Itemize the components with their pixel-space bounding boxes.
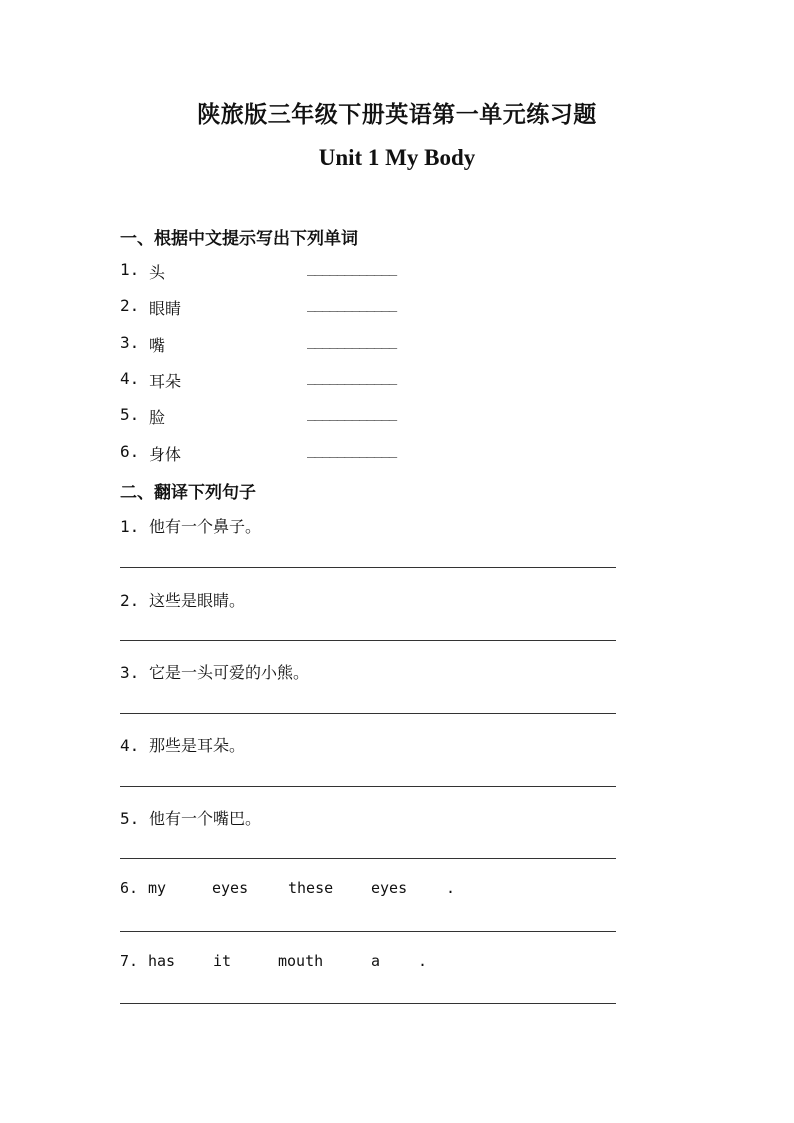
section-2-heading: 二、翻译下列句子 (120, 483, 256, 503)
answer-line[interactable] (120, 858, 616, 859)
translate-item-5 (120, 806, 261, 829)
answer-line[interactable] (120, 931, 616, 932)
sentence-text: 他有一个嘴巴。 (149, 809, 262, 828)
translate-item-1 (120, 514, 261, 537)
chinese-prompt: 耳朵 (149, 372, 182, 391)
answer-blank[interactable]: ____________ (307, 296, 397, 312)
answer-line[interactable] (120, 786, 616, 787)
word-item-4 (120, 369, 450, 393)
translate-item-2 (120, 588, 245, 611)
item-number: 2. (120, 296, 140, 315)
scramble-item-6 (120, 879, 520, 899)
answer-blank[interactable]: ____________ (307, 369, 397, 385)
item-number: 2. (120, 591, 140, 610)
item-number: 4. (120, 736, 140, 755)
sentence-text: 他有一个鼻子。 (149, 517, 262, 536)
chinese-prompt: 眼睛 (149, 299, 182, 318)
scrambled-word: eyes (212, 879, 249, 897)
scrambled-word: has (148, 952, 176, 970)
scrambled-word: it (213, 952, 232, 970)
word-item-5 (120, 405, 450, 429)
scrambled-word: a (371, 952, 381, 970)
scrambled-word: these (288, 879, 334, 897)
item-number: 4. (120, 369, 140, 388)
word-item-3 (120, 333, 450, 357)
item-number: 6. (120, 442, 140, 461)
scrambled-word: mouth (278, 952, 324, 970)
word-item-1 (120, 260, 450, 284)
answer-line[interactable] (120, 1003, 616, 1004)
answer-line[interactable] (120, 713, 616, 714)
chinese-prompt: 脸 (149, 408, 166, 427)
item-number: 5. (120, 809, 140, 828)
item-number: 6. (120, 879, 139, 897)
scrambled-word: my (148, 879, 167, 897)
word-item-6 (120, 442, 450, 466)
answer-line[interactable] (120, 567, 616, 568)
sentence-text: 这些是眼睛。 (149, 591, 246, 610)
scramble-item-7 (120, 952, 520, 972)
sentence-text: 它是一头可爱的小熊。 (149, 663, 310, 682)
translate-item-4 (120, 733, 245, 756)
answer-blank[interactable]: ____________ (307, 442, 397, 458)
scrambled-word: eyes (371, 879, 408, 897)
translate-item-3 (120, 660, 309, 683)
item-number: 3. (120, 663, 140, 682)
item-number: 1. (120, 517, 140, 536)
answer-blank[interactable]: ____________ (307, 333, 397, 349)
word-item-2 (120, 296, 450, 320)
page-title: 陕旅版三年级下册英语第一单元练习题 (197, 101, 597, 128)
answer-line[interactable] (120, 640, 616, 641)
item-number: 5. (120, 405, 140, 424)
scrambled-word: . (418, 952, 428, 970)
item-number: 7. (120, 952, 139, 970)
item-number: 3. (120, 333, 140, 352)
chinese-prompt: 嘴 (149, 336, 166, 355)
sentence-text: 那些是耳朵。 (149, 736, 246, 755)
chinese-prompt: 身体 (149, 445, 182, 464)
item-number: 1. (120, 260, 140, 279)
chinese-prompt: 头 (149, 263, 166, 282)
section-1-heading: 一、根据中文提示写出下列单词 (120, 229, 358, 249)
scrambled-word: . (446, 879, 456, 897)
page-subtitle: Unit 1 My Body (318, 145, 476, 170)
answer-blank[interactable]: ____________ (307, 260, 397, 276)
answer-blank[interactable]: ____________ (307, 405, 397, 421)
